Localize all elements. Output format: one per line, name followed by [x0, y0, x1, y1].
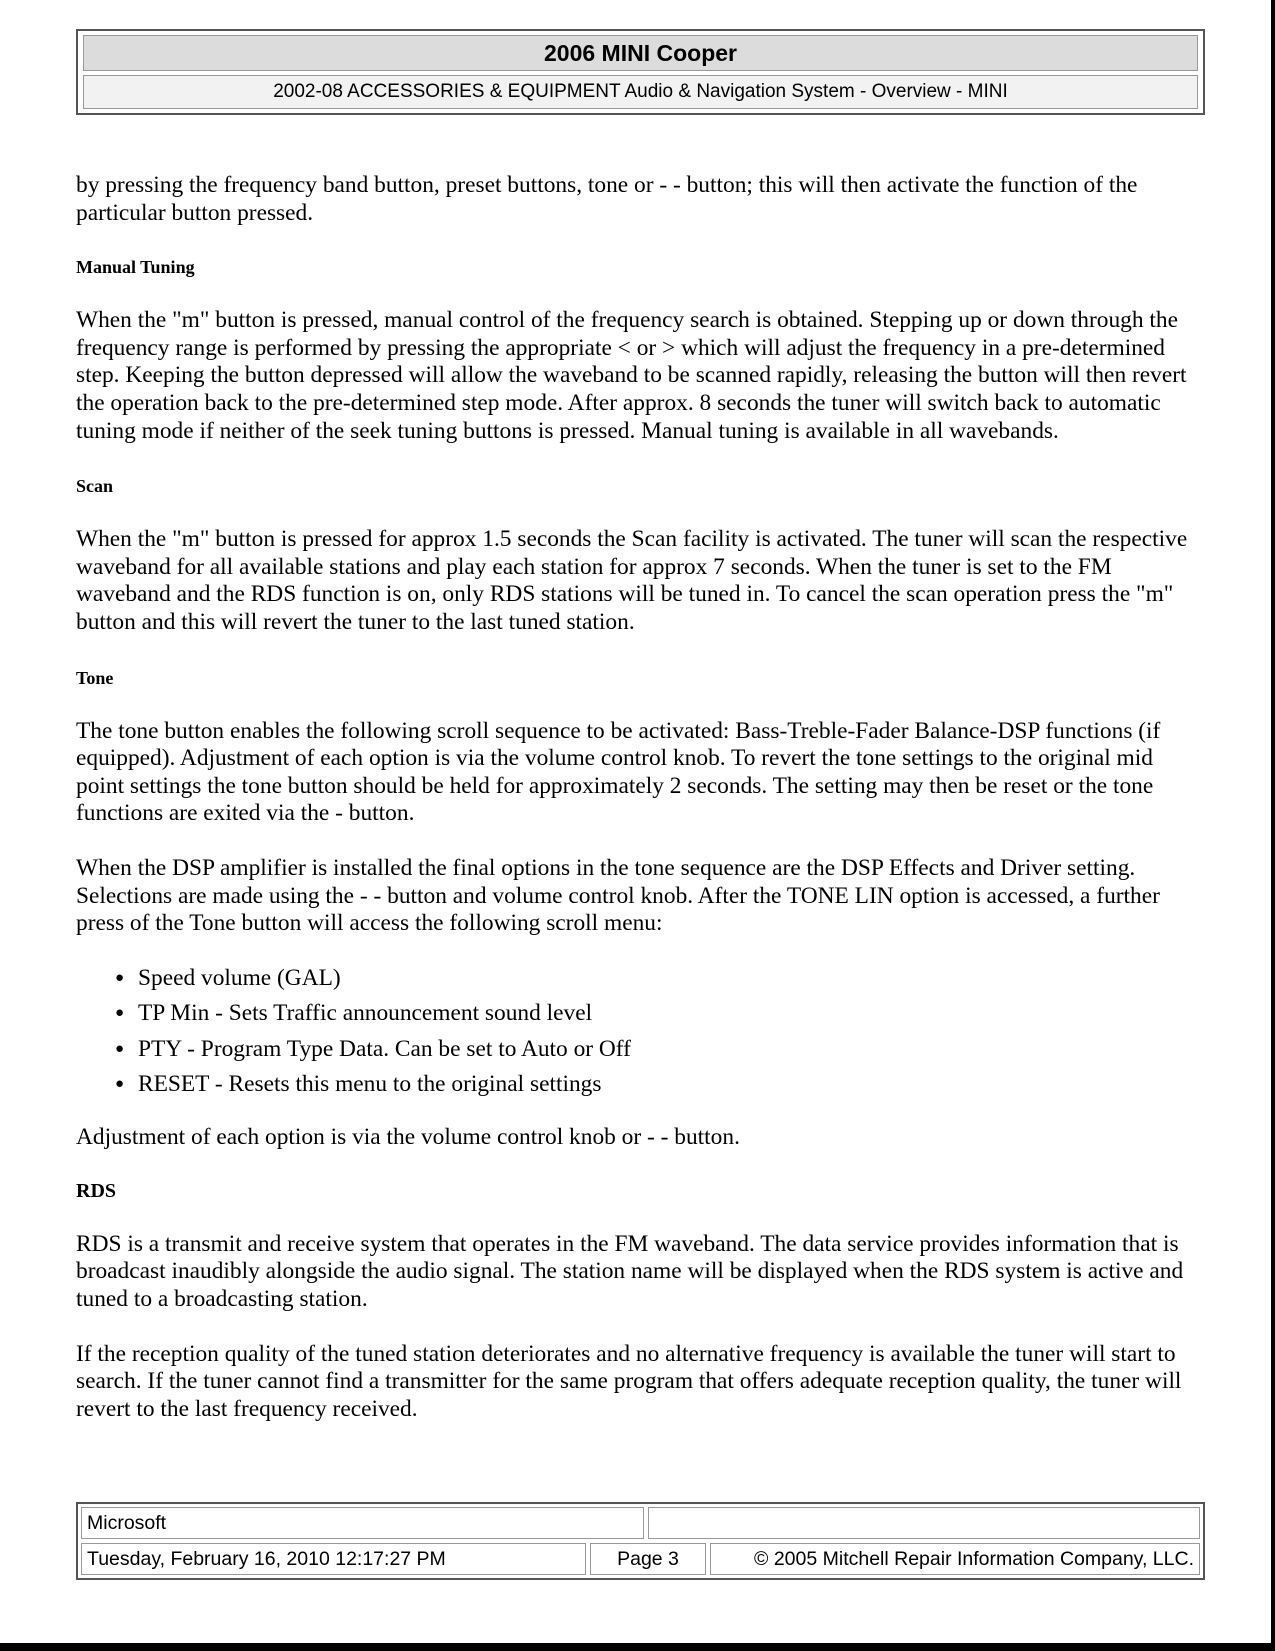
list-item: ● PTY - Program Type Data. Can be set to Auto or Off — [115, 1035, 631, 1062]
heading-manual-tuning: Manual Tuning — [76, 257, 195, 278]
footer-datetime: Tuesday, February 16, 2010 12:17:27 PM — [81, 1543, 586, 1575]
document-body — [76, 172, 1206, 1423]
bullet-icon: ● — [115, 1040, 125, 1057]
footer-copyright: © 2005 Mitchell Repair Information Company, LLC. — [710, 1543, 1200, 1575]
tone-paragraph-2: When the DSP amplifier is installed the final options in the tone sequence are the DSP Effects and Driver setting. Selections are made using the - - button and volume control knob. After the TONE LIN option is accessed, a further press of the Tone button will access the following scroll menu: — [76, 854, 1160, 937]
list-item: ● Speed volume (GAL) — [115, 964, 341, 991]
footer-company: Microsoft — [81, 1507, 644, 1539]
bullet-icon: ● — [115, 1005, 125, 1022]
heading-scan: Scan — [76, 476, 114, 497]
rds-paragraph-1: RDS is a transmit and receive system that operates in the FM waveband. The data service provides information that is broadcast inaudibly alongside the audio signal. The station name will be displayed when the RDS system is active and tuned to a broadcasting station. — [76, 1230, 1184, 1312]
heading-tone: Tone — [76, 667, 114, 688]
intro-paragraph: by pressing the frequency band button, preset buttons, tone or - - button; this will then activate the function of the particular button pressed. — [76, 172, 1138, 226]
header-subtitle: 2002-08 ACCESSORIES & EQUIPMENT Audio & Navigation System - Overview - MINI — [83, 75, 1198, 109]
bullet-icon: ● — [115, 969, 125, 986]
scan-paragraph: When the "m" button is pressed for approx 1.5 seconds the Scan facility is activated. The tuner will scan the respective waveband for all available stations and play each station for approx 7 seconds. When the tuner is set to the FM waveband and the RDS function is on, only RDS stations will be tuned in. To cancel the scan operation press the "m" button and this will revert the tuner to the last tuned station. — [76, 526, 1188, 635]
list-item: ● RESET - Resets this menu to the original settings — [115, 1071, 602, 1098]
tone-paragraph-1: The tone button enables the following scroll sequence to be activated: Bass-Treble-Fader Balance-DSP functions (if equipped). Adjustment of each option is via the volume control knob. To revert the tone settings to the original mid point settings the tone button should be held for approximately 2 seconds. The setting may then be reset or the tone functions are exited via the - button. — [76, 717, 1161, 827]
header-title: 2006 MINI Cooper — [83, 35, 1198, 71]
footer-blank-cell — [648, 1507, 1200, 1539]
document-header — [76, 29, 1205, 115]
rds-paragraph-2: If the reception quality of the tuned station deteriorates and no alternative frequency is available the tuner will start to search. If the tuner cannot find a transmitter for the same program that offers adequate reception quality, the tuner will revert to the last frequency received. — [76, 1340, 1182, 1422]
document-footer — [76, 1502, 1205, 1580]
list-item: ● TP Min - Sets Traffic announcement sound level — [115, 1000, 593, 1027]
heading-rds: RDS — [76, 1179, 117, 1202]
footer-page-number: Page 3 — [590, 1543, 706, 1575]
bullet-icon: ● — [115, 1076, 125, 1093]
tone-scroll-menu-list — [76, 965, 1206, 1099]
tone-paragraph-3: Adjustment of each option is via the volume control knob or - - button. — [76, 1124, 740, 1151]
manual-tuning-paragraph: When the "m" button is pressed, manual control of the frequency search is obtained. Stepping up or down through the frequency range is performed by pressing the appropriate < or > which will adjust the frequency in a pre-determined step. Keeping the button depressed will allow the waveband to be scanned rapidly, releasing the button will then revert the operation back to the pre-determined step mode. After approx. 8 seconds the tuner will switch back to automatic tuning mode if neither of the seek tuning buttons is pressed. Manual tuning is available in all wavebands. — [76, 307, 1187, 444]
